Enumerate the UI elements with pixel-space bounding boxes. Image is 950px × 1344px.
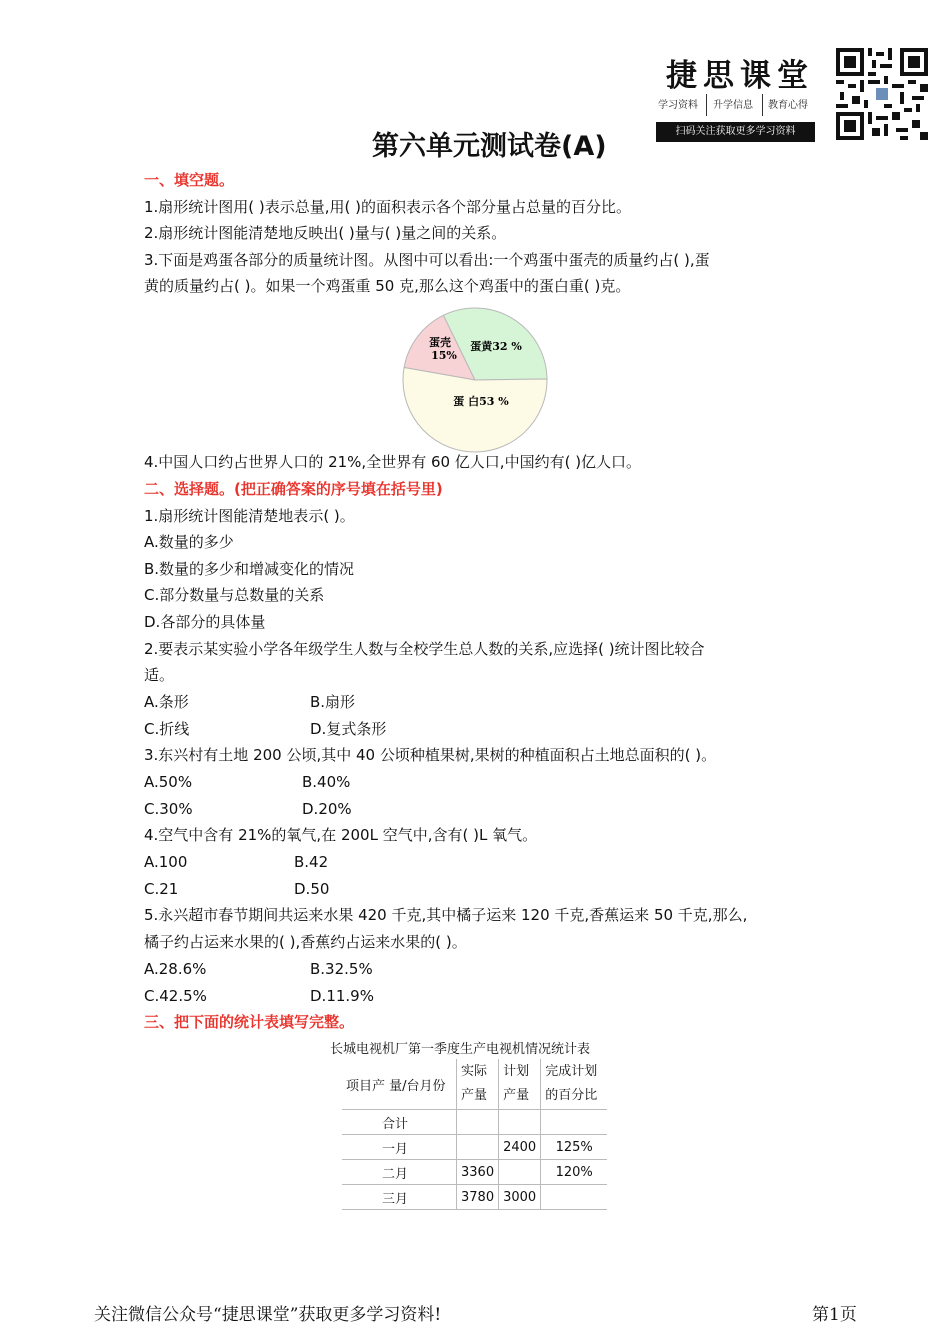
table-header-cell bbox=[457, 1059, 499, 1110]
qr-code-icon bbox=[836, 48, 928, 140]
pie-value-shell: 15% bbox=[431, 349, 457, 362]
option-a: A.50% bbox=[144, 773, 193, 791]
header-text: 产量 bbox=[503, 1088, 530, 1103]
table-cell bbox=[541, 1110, 608, 1135]
header-text: 产量 bbox=[461, 1088, 488, 1103]
question-text: 1.扇形统计图用( )表示总量,用( )的面积表示各个部分量占总量的百分比。 bbox=[144, 198, 632, 216]
table-row bbox=[342, 1135, 607, 1160]
header-text: 计划 bbox=[503, 1064, 530, 1079]
header-tag: 教育心得 bbox=[768, 100, 808, 111]
table-header-row bbox=[342, 1059, 607, 1110]
page-number: 第1页 bbox=[812, 1305, 857, 1325]
option-a: A.28.6% bbox=[144, 960, 207, 978]
table-cell: 3000 bbox=[499, 1185, 541, 1210]
header-text: 实际 bbox=[461, 1064, 488, 1079]
brand-logo-text: 捷思课堂 bbox=[666, 58, 814, 94]
divider bbox=[762, 94, 763, 116]
question-text: 黄的质量约占( )。如果一个鸡蛋重 50 克,那么这个鸡蛋中的蛋白重( )克。 bbox=[144, 277, 631, 295]
option-b: B.40% bbox=[302, 773, 351, 791]
header-text: 的百分比 bbox=[545, 1088, 598, 1103]
table-cell: 2400 bbox=[499, 1135, 541, 1160]
option-b: B.42 bbox=[294, 853, 329, 871]
question-text: 5.永兴超市春节期间共运来水果 420 千克,其中橘子运来 120 千克,香蕉运来 50 千克,那么, bbox=[144, 906, 748, 924]
section-heading: 二、选择题。(把正确答案的序号填在括号里) bbox=[144, 480, 443, 498]
option-a: A.数量的多少 bbox=[144, 533, 234, 551]
question-text: 4.中国人口约占世界人口的 21%,全世界有 60 亿人口,中国约有( )亿人口。 bbox=[144, 453, 642, 471]
table-cell: 3780 bbox=[457, 1185, 499, 1210]
table-row bbox=[342, 1160, 607, 1185]
table-cell: 120% bbox=[541, 1160, 608, 1185]
option-c: C.21 bbox=[144, 880, 179, 898]
table-cell bbox=[457, 1110, 499, 1135]
table-cell bbox=[541, 1185, 608, 1210]
table-header-cell: 项目产 量/台月份 bbox=[342, 1059, 457, 1110]
table-row bbox=[342, 1185, 607, 1210]
question-text: 4.空气中含有 21%的氧气,在 200L 空气中,含有( )L 氧气。 bbox=[144, 826, 538, 844]
question-text: 适。 bbox=[144, 666, 175, 684]
option-d: D.各部分的具体量 bbox=[144, 613, 266, 631]
table-cell bbox=[499, 1110, 541, 1135]
option-d: D.11.9% bbox=[310, 987, 374, 1005]
option-c: C.42.5% bbox=[144, 987, 207, 1005]
pie-label-white: 蛋 白53 % bbox=[453, 395, 509, 408]
page-title: 第六单元测试卷(A) bbox=[372, 131, 607, 162]
divider bbox=[706, 94, 707, 116]
option-b: B.32.5% bbox=[310, 960, 373, 978]
option-d: D.20% bbox=[302, 800, 352, 818]
production-stats-table bbox=[342, 1059, 607, 1210]
question-text: 3.东兴村有土地 200 公顷,其中 40 公顷种植果树,果树的种植面积占土地总面积的( )。 bbox=[144, 746, 717, 764]
table-title: 长城电视机厂第一季度生产电视机情况统计表 bbox=[330, 1042, 591, 1057]
pie-label-yolk: 蛋黄32 % bbox=[470, 340, 522, 353]
table-cell: 125% bbox=[541, 1135, 608, 1160]
table-cell: 3360 bbox=[457, 1160, 499, 1185]
table-cell: 合计 bbox=[342, 1110, 457, 1135]
section-heading: 一、填空题。 bbox=[144, 171, 235, 189]
table-cell bbox=[457, 1135, 499, 1160]
question-text: 2.要表示某实验小学各年级学生人数与全校学生总人数的关系,应选择( )统计图比较合 bbox=[144, 640, 705, 658]
option-c: C.30% bbox=[144, 800, 193, 818]
scan-banner: 扫码关注获取更多学习资料 bbox=[656, 122, 815, 142]
question-text: 1.扇形统计图能清楚地表示( )。 bbox=[144, 507, 355, 525]
table-header-cell bbox=[499, 1059, 541, 1110]
header-tag: 学习资料 bbox=[658, 100, 698, 111]
option-d: D.50 bbox=[294, 880, 330, 898]
option-c: C.折线 bbox=[144, 720, 190, 738]
pie-slice-white bbox=[403, 367, 547, 452]
option-c: C.部分数量与总数量的关系 bbox=[144, 586, 325, 604]
table-cell bbox=[499, 1160, 541, 1185]
pie-label-shell: 蛋壳 bbox=[429, 336, 451, 349]
option-a: A.100 bbox=[144, 853, 188, 871]
question-text: 橘子约占运来水果的( ),香蕉约占运来水果的( )。 bbox=[144, 933, 467, 951]
option-d: D.复式条形 bbox=[310, 720, 387, 738]
table-row bbox=[342, 1110, 607, 1135]
table-cell: 一月 bbox=[342, 1135, 457, 1160]
egg-composition-pie-chart bbox=[400, 305, 550, 455]
header-text: 完成计划 bbox=[545, 1064, 598, 1079]
question-text: 2.扇形统计图能清楚地反映出( )量与( )量之间的关系。 bbox=[144, 224, 507, 242]
header-tag: 升学信息 bbox=[713, 100, 753, 111]
option-a: A.条形 bbox=[144, 693, 189, 711]
question-text: 3.下面是鸡蛋各部分的质量统计图。从图中可以看出:一个鸡蛋中蛋壳的质量约占( ),蛋 bbox=[144, 251, 710, 269]
section-heading: 三、把下面的统计表填写完整。 bbox=[144, 1013, 355, 1031]
option-b: B.扇形 bbox=[310, 693, 356, 711]
option-b: B.数量的多少和增减变化的情况 bbox=[144, 560, 355, 578]
table-cell: 二月 bbox=[342, 1160, 457, 1185]
table-cell: 三月 bbox=[342, 1185, 457, 1210]
table-header-cell bbox=[541, 1059, 608, 1110]
footer-promo-text: 关注微信公众号“捷思课堂”获取更多学习资料! bbox=[94, 1305, 442, 1325]
